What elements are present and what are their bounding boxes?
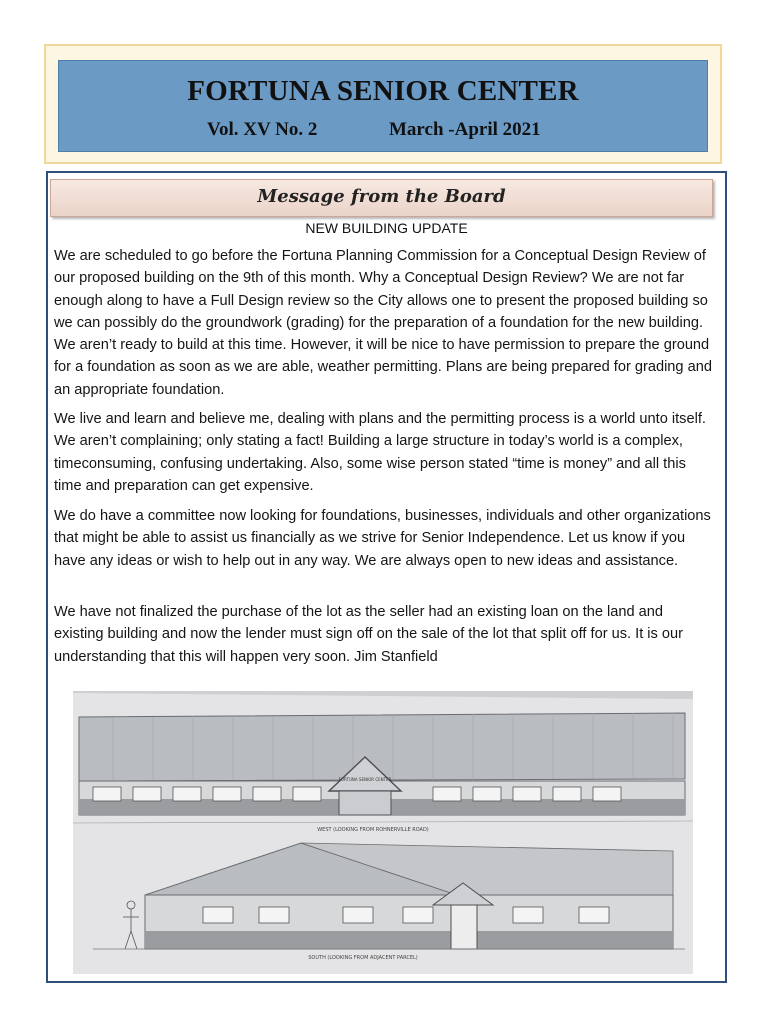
building-elevation-drawing xyxy=(73,691,693,974)
masthead xyxy=(44,44,722,164)
elevation-svg xyxy=(73,691,693,974)
article-paragraph: We are scheduled to go before the Fortuna Planning Commission for a Conceptual Design Review of our proposed building on the 9th of this month. Why a Conceptual Design Review? We are not far enough along to have a Full Design review so the City allows one to present the proposed building so we can possibly do the groundwork (grading) for the preparation of a foundation for the new building. We aren’t ready to build at this time. However, it will be nice to have permission to prepare the ground for a foundation as soon as we are able, weather permitting. Plans are being prepared for grading and an appropriate foundation. xyxy=(54,248,712,398)
volume-number: Vol. XV No. 2 xyxy=(207,119,318,140)
article-paragraph: We live and learn and believe me, dealing with plans and the permitting process is a world unto itself. We aren’t complaining; only stating a fact! Building a large structure in today’s world is a complex, timeconsuming, confusing undertaking. Also, some wise person stated “time is money” and all this time and preparation can get expensive. xyxy=(54,411,706,494)
section-heading: Message from the Board xyxy=(257,186,506,207)
west-entry-door xyxy=(339,791,391,815)
article-paragraph: We have not finalized the purchase of the lot as the seller had an existing loan on the land and existing building and now the lender must sign off on the sale of the lot that split off for us. It is our understanding that this will happen very soon. Jim Stanfield xyxy=(54,604,683,665)
west-roof xyxy=(79,713,685,781)
newsletter-title: FORTUNA SENIOR CENTER xyxy=(187,75,579,107)
entry-sign-text: FORTUNA SENIOR CENTER xyxy=(338,777,392,782)
south-elevation-caption: SOUTH (LOOKING FROM ADJACENT PARCEL) xyxy=(308,955,418,961)
masthead-banner xyxy=(58,60,708,152)
article-paragraph: We do have a committee now looking for foundations, businesses, individuals and other organizations that might be able to assist us financially as we strive for Senior Independence. Let us know if you have any ideas or wish to help out in any way. We are always open to new ideas and assistance. xyxy=(54,508,711,569)
south-entry-door xyxy=(451,905,477,949)
article-subheading: NEW BUILDING UPDATE xyxy=(305,220,468,236)
issue-date: March -April 2021 xyxy=(389,119,541,140)
west-elevation-caption: WEST (LOOKING FROM ROHNERVILLE ROAD) xyxy=(317,827,429,833)
south-stone-base xyxy=(145,931,673,949)
section-banner xyxy=(50,179,713,217)
